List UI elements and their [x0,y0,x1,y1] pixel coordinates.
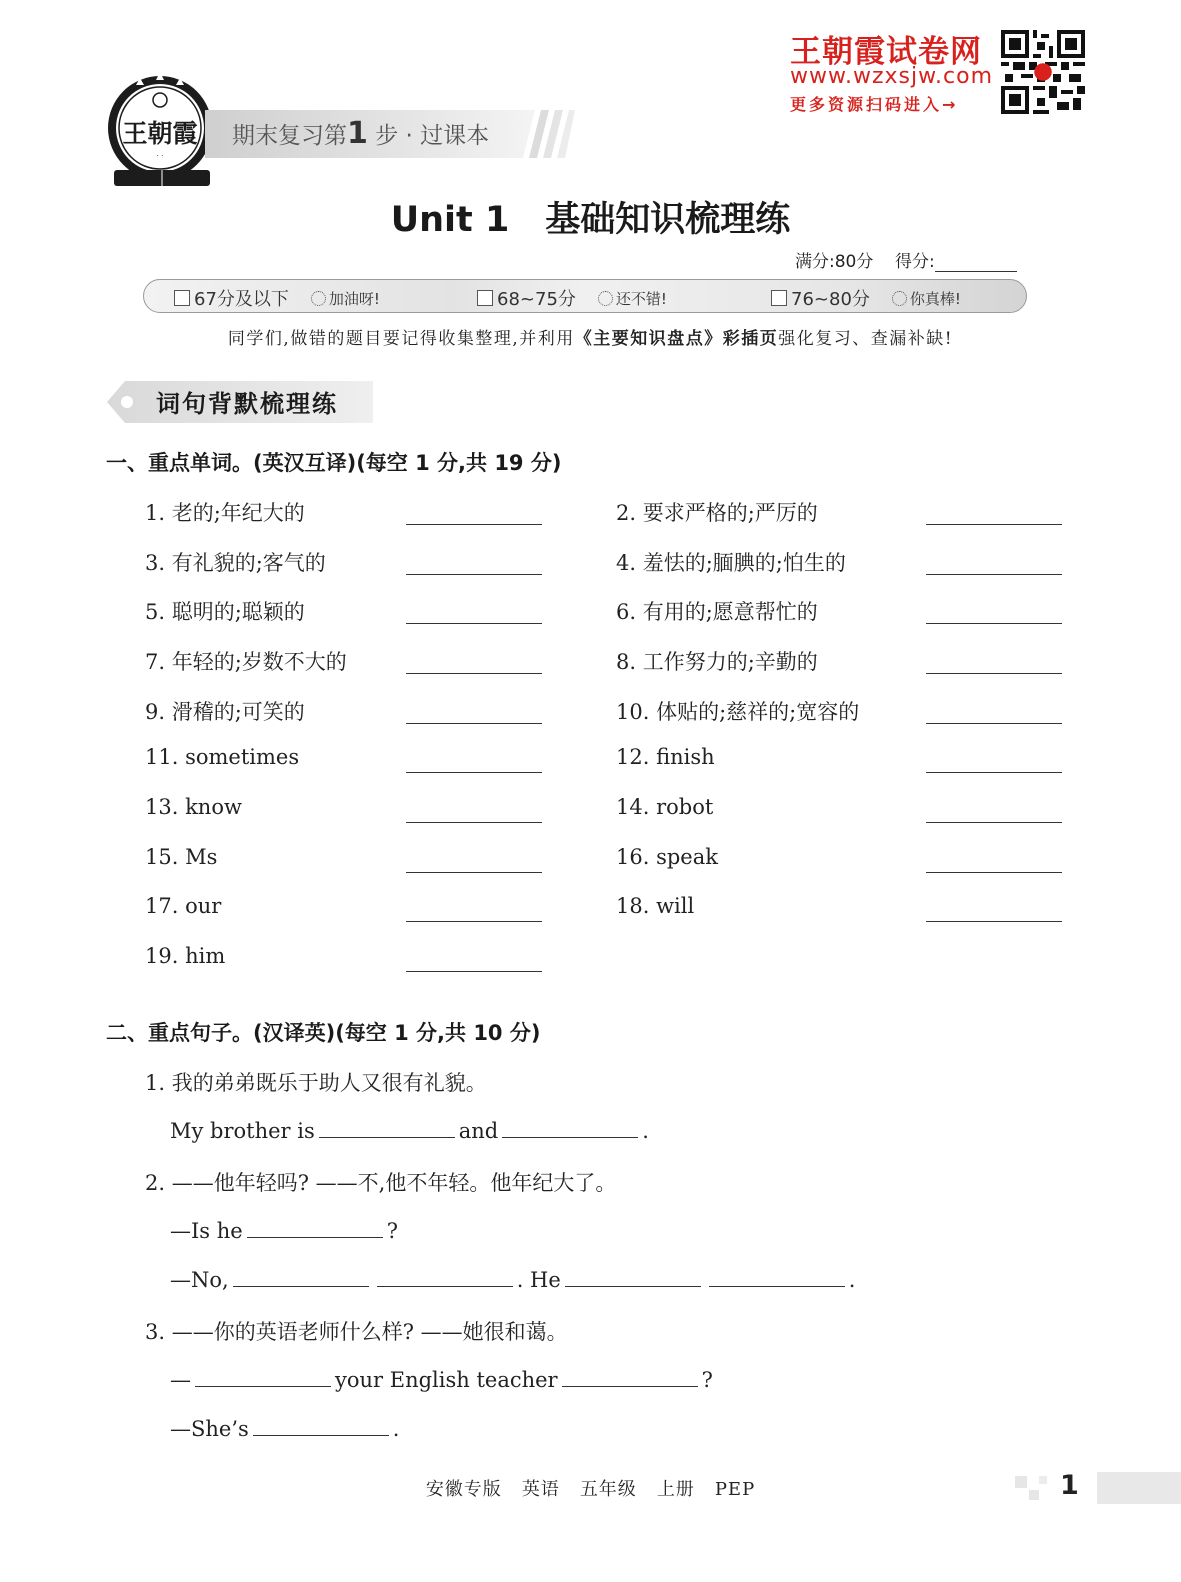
answer-blank[interactable] [926,872,1062,873]
sentence-3-chinese: 3. ——你的英语老师什么样? ——她很和蔼。 [145,1320,568,1344]
score-line [795,247,1017,272]
answer-blank[interactable] [926,524,1062,525]
sentence-2-answer-line2: —No, . He . [170,1268,856,1292]
answer-blank[interactable] [195,1366,331,1387]
smiley-face-icon [598,291,613,306]
svg-text:· ·: · · [156,152,164,160]
word-item: 13. know [145,795,242,819]
sentence-1-answer: My brother is and . [170,1119,649,1143]
answer-blank[interactable] [926,673,1062,674]
answer-blank[interactable] [502,1117,638,1138]
answer-blank[interactable] [406,673,542,674]
page-title: Unit 1 基础知识梳理练 [390,200,791,240]
word-item: 18. will [616,894,695,918]
sentence-1-chinese: 1. 我的弟弟既乐于助人又很有礼貌。 [145,1071,487,1095]
score-label: 得分: [894,252,935,272]
answer-blank[interactable] [926,623,1062,624]
brand-scan-prompt: 更多资源扫码进入→ [790,95,959,114]
svg-text:王朝霞: 王朝霞 [122,119,198,148]
part1-heading: 一、重点单词。(英汉互译)(每空 1 分,共 19 分) [106,451,562,475]
brand-url[interactable]: www.wzxsjw.com [790,64,994,89]
qr-code-icon[interactable] [1001,30,1085,114]
part2-heading: 二、重点句子。(汉译英)(每空 1 分,共 10 分) [106,1021,541,1045]
answer-blank[interactable] [562,1366,698,1387]
brand-name: 王朝霞试卷网 [790,34,982,70]
study-tip: 同学们,做错的题目要记得收集整理,并利用《主要知识盘点》彩插页强化复习、查漏补缺! [227,329,954,349]
word-item: 16. speak [616,845,718,869]
word-item: 2. 要求严格的;严厉的 [616,501,818,525]
answer-blank[interactable] [406,971,542,972]
word-item: 15. Ms [145,845,218,869]
section-title: 词句背默梳理练 [156,390,338,418]
answer-blank[interactable] [406,921,542,922]
answer-blank[interactable] [233,1266,369,1287]
wangzhaoxia-logo [104,66,220,192]
word-item: 5. 聪明的;聪颖的 [145,600,305,624]
answer-blank[interactable] [709,1266,845,1287]
answer-blank[interactable] [926,822,1062,823]
grade-checkbox[interactable] [174,290,190,306]
word-item: 8. 工作努力的;辛勤的 [616,650,818,674]
answer-blank[interactable] [377,1266,513,1287]
sentence-3-answer-line1: — your English teacher ? [170,1368,713,1392]
word-item: 10. 体贴的;慈祥的;宽容的 [616,700,860,724]
word-item: 1. 老的;年纪大的 [145,501,305,525]
smiley-face-icon [311,291,326,306]
word-item: 12. finish [616,745,715,769]
answer-blank[interactable] [319,1117,455,1138]
answer-blank[interactable] [926,772,1062,773]
answer-blank[interactable] [565,1266,701,1287]
smiley-face-icon [892,291,907,306]
word-item: 17. our [145,894,222,918]
answer-blank[interactable] [406,524,542,525]
page-number-bg [1015,1472,1181,1504]
answer-blank[interactable] [926,921,1062,922]
answer-blank[interactable] [247,1217,383,1238]
word-item: 9. 滑稽的;可笑的 [145,700,305,724]
answer-blank[interactable] [406,723,542,724]
grade-checkbox[interactable] [771,290,787,306]
answer-blank[interactable] [926,574,1062,575]
word-item: 19. him [145,944,226,968]
score-blank[interactable] [935,253,1017,272]
answer-blank[interactable] [406,822,542,823]
answer-blank[interactable] [406,623,542,624]
sentence-2-chinese: 2. ——他年轻吗? ——不,他不年轻。他年纪大了。 [145,1171,617,1195]
answer-blank[interactable] [406,872,542,873]
grade-checkbox[interactable] [477,290,493,306]
answer-blank[interactable] [406,574,542,575]
answer-blank[interactable] [926,723,1062,724]
sentence-2-answer-line1: —Is he ? [170,1219,398,1243]
review-step-label: 期末复习第1 步 · 过课本 [232,116,490,151]
word-item: 7. 年轻的;岁数不大的 [145,650,347,674]
grade-option-2[interactable]: 68~75分 还不错! [477,285,667,311]
grade-option-1[interactable]: 67分及以下 加油呀! [174,285,380,311]
answer-blank[interactable] [406,772,542,773]
word-item: 6. 有用的;愿意帮忙的 [616,600,818,624]
word-item: 4. 羞怯的;腼腆的;怕生的 [616,551,846,575]
word-item: 3. 有礼貌的;客气的 [145,551,326,575]
page-number: 1 [1060,1470,1079,1501]
sentence-3-answer-line2: —She’s . [170,1417,400,1441]
word-item: 14. robot [616,795,714,819]
grade-option-3[interactable]: 76~80分 你真棒! [771,285,961,311]
full-score: 满分:80分 [795,252,874,272]
footer-edition-info: 安徽专版 英语 五年级 上册 PEP [425,1479,756,1500]
answer-blank[interactable] [253,1415,389,1436]
word-item: 11. sometimes [145,745,300,769]
